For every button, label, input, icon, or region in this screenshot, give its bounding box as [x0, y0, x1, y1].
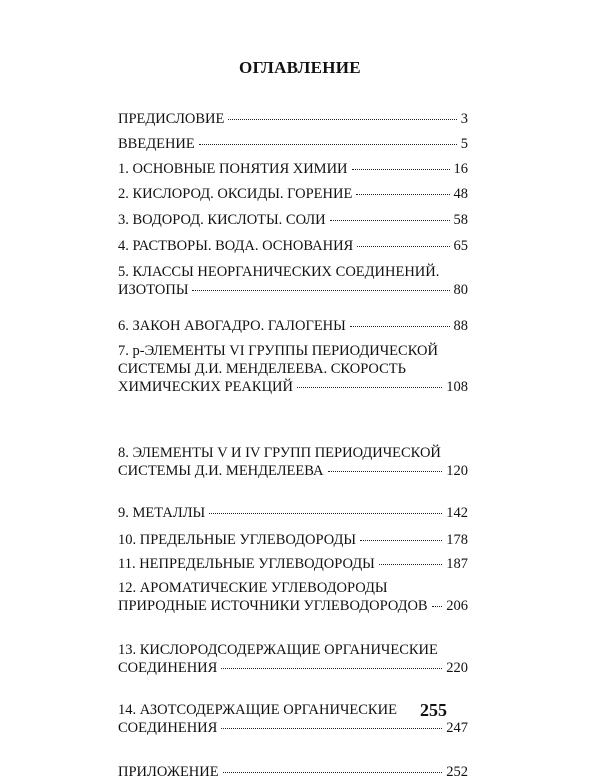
toc-entry	[118, 237, 468, 255]
toc-entry	[118, 555, 468, 573]
toc-entry-title-line: 10. ПРЕДЕЛЬНЫЕ УГЛЕВОДОРОДЫ	[118, 532, 357, 548]
toc-entry	[118, 342, 468, 396]
toc-entry	[118, 444, 468, 480]
dot-leader	[209, 513, 442, 514]
toc-entry-title-line: 2. КИСЛОРОД. ОКСИДЫ. ГОРЕНИЕ	[118, 186, 353, 202]
toc-entry-title-line: 6. ЗАКОН АВОГАДРО. ГАЛОГЕНЫ	[118, 318, 346, 334]
toc-entry-title-line: 11. НЕПРЕДЕЛЬНЫЕ УГЛЕВОДОРОДЫ	[118, 556, 375, 572]
toc-entry-page: 178	[446, 532, 468, 548]
toc-entry-title-line: 5. КЛАССЫ НЕОРГАНИЧЕСКИХ СОЕДИНЕНИЙ.	[118, 264, 440, 280]
toc-entry-title-line: 8. ЭЛЕМЕНТЫ V И IV ГРУПП ПЕРИОДИЧЕСКОЙ	[118, 445, 441, 461]
toc-entry-title-line: СИСТЕМЫ Д.И. МЕНДЕЛЕЕВА. СКОРОСТЬ	[118, 361, 406, 377]
toc-entry-title-line: 7. р-ЭЛЕМЕНТЫ VI ГРУППЫ ПЕРИОДИЧЕСКОЙ	[118, 343, 438, 359]
dot-leader	[360, 540, 442, 541]
toc-entry	[118, 317, 468, 335]
toc-entry-title-line: 1. ОСНОВНЫЕ ПОНЯТИЯ ХИМИИ	[118, 161, 348, 177]
toc-entry-title-line: СОЕДИНЕНИЯ	[118, 720, 218, 736]
toc-entry-title-line: 9. МЕТАЛЛЫ	[118, 505, 206, 521]
toc-entry-last-line	[118, 763, 468, 781]
toc-entry-page: 206	[446, 598, 468, 614]
dot-leader	[352, 169, 450, 170]
page-number: 255	[420, 700, 447, 720]
toc-entry-last-line	[118, 211, 468, 229]
toc-entry-last-line	[118, 378, 468, 396]
toc-entry-page: 88	[453, 318, 468, 334]
toc-entry	[118, 135, 468, 153]
toc-entry-page: 65	[453, 238, 468, 254]
toc-entry-last-line	[118, 281, 468, 299]
toc-entry-title-line: 4. РАСТВОРЫ. ВОДА. ОСНОВАНИЯ	[118, 238, 354, 254]
toc-entry-last-line	[118, 555, 468, 573]
toc-entry-last-line	[118, 719, 468, 737]
toc-entry-last-line	[118, 659, 468, 677]
toc-entry	[118, 185, 468, 203]
dot-leader	[223, 772, 443, 773]
dot-leader	[330, 220, 450, 221]
toc-entry-page: 108	[446, 379, 468, 395]
toc-entry	[118, 701, 468, 737]
dot-leader	[432, 606, 443, 607]
toc-entry	[118, 211, 468, 229]
toc-entry-last-line	[118, 135, 468, 153]
toc-entry-title-line: СОЕДИНЕНИЯ	[118, 660, 218, 676]
toc-entry	[118, 110, 468, 128]
dot-leader	[297, 387, 442, 388]
dot-leader	[357, 246, 449, 247]
dot-leader	[350, 326, 450, 327]
toc-entry-page: 5	[460, 136, 468, 152]
toc-entry-last-line	[118, 504, 468, 522]
toc-entry	[118, 641, 468, 677]
toc-entry-page: 120	[446, 463, 468, 479]
toc-entry-last-line	[118, 160, 468, 178]
dot-leader	[356, 194, 449, 195]
toc-entry-page: 80	[453, 282, 468, 298]
dot-leader	[379, 564, 442, 565]
dot-leader	[328, 471, 443, 472]
toc-entry-title-line: ПРЕДИСЛОВИЕ	[118, 111, 225, 127]
toc-entry-title-line: 3. ВОДОРОД. КИСЛОТЫ. СОЛИ	[118, 212, 326, 228]
toc-entry-last-line	[118, 185, 468, 203]
toc-entry-title-line: ВВЕДЕНИЕ	[118, 136, 195, 152]
toc-entry-page: 220	[446, 660, 468, 676]
toc-entry	[118, 531, 468, 549]
toc-entry-page: 187	[446, 556, 468, 572]
dot-leader	[221, 668, 442, 669]
toc-entry-title-line: 13. КИСЛОРОДСОДЕРЖАЩИЕ ОРГАНИЧЕСКИЕ	[118, 642, 438, 658]
toc-entry-page: 48	[453, 186, 468, 202]
dot-leader	[228, 119, 456, 120]
toc-entry-title-line: 12. АРОМАТИЧЕСКИЕ УГЛЕВОДОРОДЫ	[118, 580, 388, 596]
toc-entry-page: 3	[460, 111, 468, 127]
toc-entry-last-line	[118, 531, 468, 549]
toc-entry-title-line: ХИМИЧЕСКИХ РЕАКЦИЙ	[118, 379, 293, 395]
toc-entry-last-line	[118, 237, 468, 255]
toc-entry-title-line: ПРИЛОЖЕНИЕ	[118, 764, 219, 780]
toc-entry-last-line	[118, 462, 468, 480]
toc-entry-page: 58	[453, 212, 468, 228]
page-title: ОГЛАВЛЕНИЕ	[239, 58, 361, 77]
toc-entry-last-line	[118, 110, 468, 128]
toc-entry	[118, 504, 468, 522]
dot-leader	[199, 144, 457, 145]
toc-entry-page: 142	[446, 505, 468, 521]
toc-entry	[118, 763, 468, 781]
toc-entry	[118, 263, 468, 299]
toc-entry-page: 247	[446, 720, 468, 736]
dot-leader	[221, 728, 442, 729]
toc-entry-title-line: ИЗОТОПЫ	[118, 282, 189, 298]
toc-entry-last-line	[118, 597, 468, 615]
toc-entry-title-line: 14. АЗОТСОДЕРЖАЩИЕ ОРГАНИЧЕСКИЕ	[118, 702, 397, 718]
toc-entry-title-line: ПРИРОДНЫЕ ИСТОЧНИКИ УГЛЕВОДОРОДОВ	[118, 598, 428, 614]
toc-entry-page: 16	[453, 161, 468, 177]
toc-entry	[118, 579, 468, 615]
toc-entry	[118, 160, 468, 178]
toc-entry-page: 252	[446, 764, 468, 780]
dot-leader	[192, 290, 449, 291]
toc-entry-title-line: СИСТЕМЫ Д.И. МЕНДЕЛЕЕВА	[118, 463, 324, 479]
toc-entry-last-line	[118, 317, 468, 335]
